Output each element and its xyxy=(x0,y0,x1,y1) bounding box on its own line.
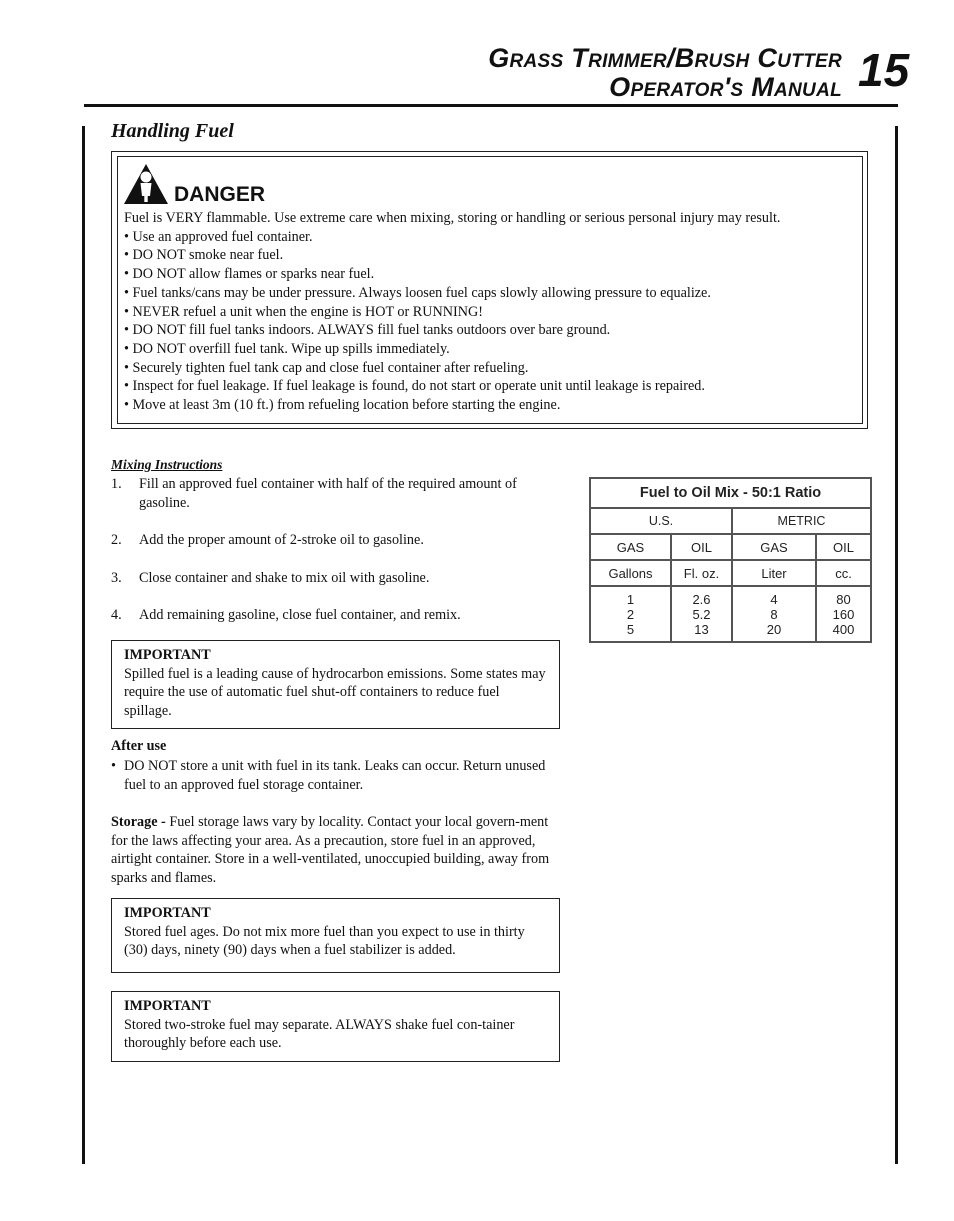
step-number: 1. xyxy=(111,476,122,492)
left-margin-bar xyxy=(82,126,85,1164)
danger-text xyxy=(124,209,780,415)
mixing-title: Mixing Instructions xyxy=(111,457,223,472)
table-unit: Gallons xyxy=(590,560,671,586)
step-number: 4. xyxy=(111,607,122,623)
table-value: 5.2 xyxy=(692,606,711,622)
table-column-header: GAS xyxy=(732,534,816,560)
manual-title xyxy=(488,44,842,102)
after-use-text: DO NOT store a unit with fuel in its tank. Leaks can occur. Return unused fuel to an approved fuel storage container. xyxy=(124,758,546,793)
table-unit: Fl. oz. xyxy=(671,560,732,586)
danger-bullet: • Use an approved fuel container. xyxy=(124,228,313,245)
danger-bullet: • DO NOT allow flames or sparks near fuel. xyxy=(124,266,375,283)
table-value: 4 xyxy=(770,591,778,607)
danger-bullet: • DO NOT smoke near fuel. xyxy=(124,247,284,264)
table-value: 1 xyxy=(626,591,635,607)
important-heading: IMPORTANT xyxy=(124,998,211,1014)
important-heading: IMPORTANT xyxy=(124,905,211,921)
after-use-item xyxy=(111,757,551,794)
table-column-header: OIL xyxy=(816,534,871,560)
storage-paragraph xyxy=(111,813,563,887)
page-number: 15 xyxy=(858,44,910,96)
danger-bullet: • Move at least 3m (10 ft.) from refueling location before starting the engine. xyxy=(124,397,561,414)
step-text: Close container and shake to mix oil with gasoline. xyxy=(139,570,430,586)
table-cell-gas-metric xyxy=(732,586,816,642)
danger-bullet: • Fuel tanks/cans may be under pressure. Always loosen fuel caps slowly allowing pressure to equalize. xyxy=(124,284,711,301)
table-cell-gas-us xyxy=(590,586,671,642)
table-unit: Liter xyxy=(732,560,816,586)
fuel-oil-mix-table xyxy=(589,477,872,643)
danger-heading: DANGER xyxy=(174,183,266,206)
danger-bullet: • Inspect for fuel leakage. If fuel leakage is found, do not start or operate unit until leakage is repaired. xyxy=(124,378,705,395)
table-unit: cc. xyxy=(816,560,871,586)
step-number: 3. xyxy=(111,570,122,586)
table-cell-oil-us xyxy=(671,586,732,642)
table-column-header: OIL xyxy=(671,534,732,560)
table-value: 80 xyxy=(836,591,851,607)
danger-intro: Fuel is VERY flammable. Use extreme care when mixing, storing or handling or serious personal injury may result. xyxy=(124,210,781,226)
manual-title-line1: Grass Trimmer/Brush Cutter xyxy=(488,43,842,73)
table-value: 5 xyxy=(626,621,635,637)
step-text: Fill an approved fuel container with half of the required amount of gasoline. xyxy=(139,476,517,511)
step-text: Add the proper amount of 2-stroke oil to gasoline. xyxy=(139,532,424,548)
warning-triangle-icon xyxy=(123,163,169,210)
important-heading: IMPORTANT xyxy=(124,647,211,663)
manual-title-line2: Operator's Manual xyxy=(609,72,842,102)
table-value: 8 xyxy=(770,606,778,622)
header-rule xyxy=(84,104,898,107)
important-text: Spilled fuel is a leading cause of hydrocarbon emissions. Some states may require the use of automatic fuel shut-off containers to reduce fuel spillage. xyxy=(124,665,546,719)
table-value: 400 xyxy=(832,621,855,637)
storage-text: Fuel storage laws vary by locality. Contact your local govern-ment for the laws affecting your area. As a precaution, store fuel in an approved, airtight container. Store in a well-ventilated, unoccupied building, away from sparks and flames. xyxy=(111,814,550,886)
important-box-fuel-age xyxy=(111,898,560,973)
table-group-metric: METRIC xyxy=(732,508,871,534)
important-box-spills xyxy=(111,640,560,729)
important-text: Stored fuel ages. Do not mix more fuel than you expect to use in thirty (30) days, ninety (90) days when a fuel stabilizer is added. xyxy=(124,923,525,959)
storage-label: Storage - xyxy=(111,814,166,830)
danger-bullet: • DO NOT fill fuel tanks indoors. ALWAYS fill fuel tanks outdoors over bare ground. xyxy=(124,322,611,339)
table-value: 2 xyxy=(626,606,635,622)
table-value: 13 xyxy=(694,621,709,637)
danger-bullet: • Securely tighten fuel tank cap and close fuel container after refueling. xyxy=(124,359,529,376)
step-number: 2. xyxy=(111,532,122,548)
table-value: 2.6 xyxy=(692,591,711,607)
table-value: 160 xyxy=(832,606,855,622)
table-column-header: GAS xyxy=(590,534,671,560)
table-cell-oil-metric xyxy=(816,586,871,642)
bullet: • xyxy=(111,758,116,774)
step-text: Add remaining gasoline, close fuel container, and remix. xyxy=(139,607,461,623)
important-box-separation xyxy=(111,991,560,1062)
after-use-heading: After use xyxy=(111,738,167,754)
danger-bullet: • NEVER refuel a unit when the engine is HOT or RUNNING! xyxy=(124,303,483,320)
table-group-us: U.S. xyxy=(590,508,732,534)
table-title: Fuel to Oil Mix - 50:1 Ratio xyxy=(590,478,871,508)
table-value: 20 xyxy=(766,621,782,637)
section-title: Handling Fuel xyxy=(111,120,234,142)
right-margin-bar xyxy=(895,126,898,1164)
danger-bullet: • DO NOT overfill fuel tank. Wipe up spills immediately. xyxy=(124,340,450,357)
important-text: Stored two-stroke fuel may separate. ALWAYS shake fuel con-tainer thoroughly before each use. xyxy=(124,1016,515,1052)
